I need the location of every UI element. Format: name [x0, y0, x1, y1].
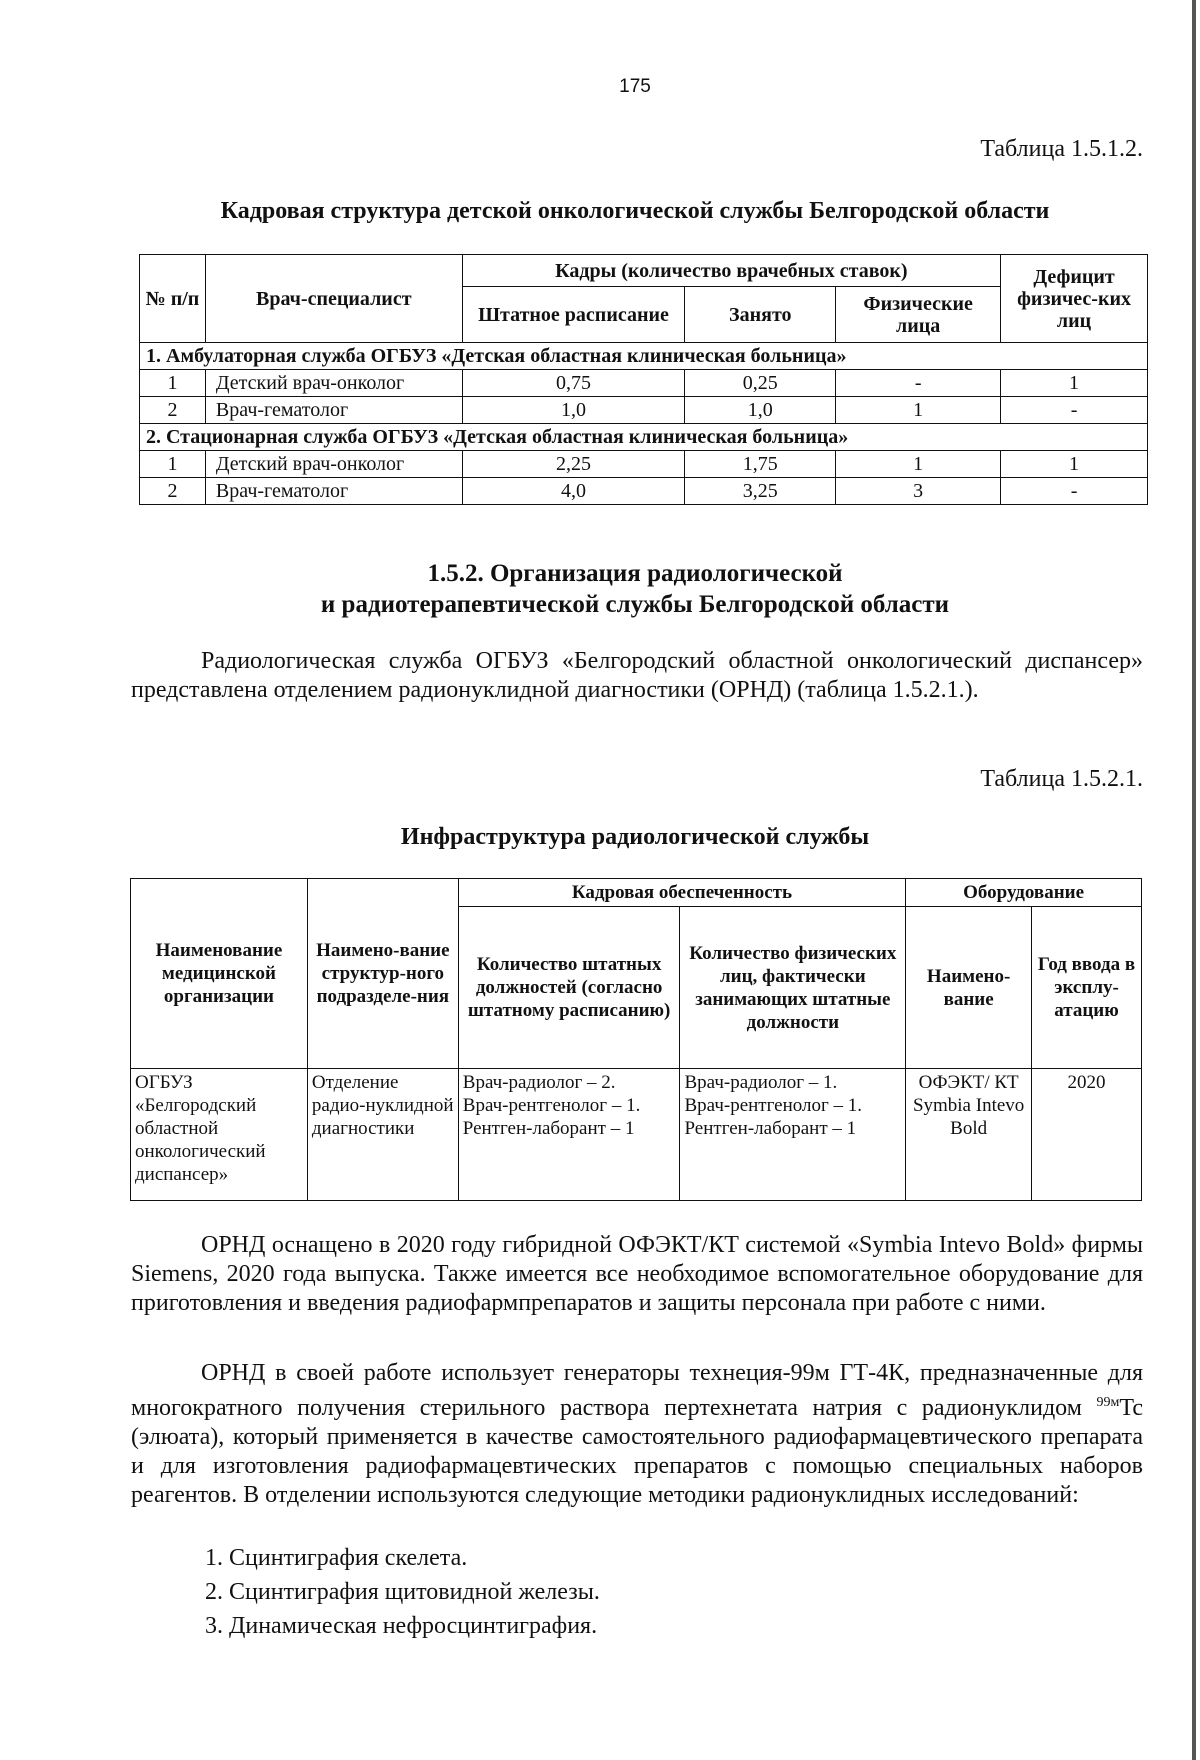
cell-specialist: Врач-гематолог [205, 478, 462, 505]
intro-paragraph: Радиологическая служба ОГБУЗ «Белгородский областной онкологический диспансер» представлена отделением радионуклидной диагностики (ОРНД) (таблица 1.5.2.1.). [131, 648, 1143, 703]
cell-num: 1 [140, 370, 206, 397]
methods-list [205, 1541, 600, 1643]
phys-line: Рентген-лаборант – 1 [684, 1118, 857, 1139]
cell-physical: - [836, 370, 1001, 397]
table2-label: Таблица 1.5.2.1. [980, 766, 1143, 792]
page-number: 175 [619, 76, 651, 97]
header-eq-year: Год ввода в эксплу-атацию [1032, 907, 1142, 1069]
isotope-superscript: 99м [1096, 1395, 1120, 1410]
header-staff-count: Количество штатных должностей (согласно штатному расписанию) [458, 907, 680, 1069]
header-physical: Физические лица [836, 287, 1001, 343]
cell-specialist: Врач-гематолог [205, 397, 462, 424]
header-eq-name: Наимено-вание [906, 907, 1032, 1069]
cell-num: 1 [140, 451, 206, 478]
header-occupied: Занято [685, 287, 836, 343]
table-row [140, 451, 1148, 478]
cell-specialist: Детский врач-онколог [205, 370, 462, 397]
cell-staff: 1,0 [462, 397, 685, 424]
staff-structure-table [139, 254, 1148, 505]
cell-num: 2 [140, 397, 206, 424]
header-equipment: Оборудование [906, 879, 1142, 907]
cell-org: ОГБУЗ «Белгородский областной онкологический диспансер» [131, 1069, 308, 1201]
header-phys-count: Количество физических лиц, фактически занимающих штатные должности [680, 907, 906, 1069]
header-num: № п/п [140, 255, 206, 343]
cell-deficit: - [1001, 397, 1148, 424]
table-row [131, 1069, 1142, 1201]
cell-occupied: 3,25 [685, 478, 836, 505]
list-item: 2. Сцинтиграфия щитовидной железы. [205, 1579, 600, 1605]
cell-occupied: 1,0 [685, 397, 836, 424]
phys-line: Врач-рентгенолог – 1. [684, 1095, 863, 1116]
paragraph-methods-part2: Tc (элюата), который применяется в качестве самостоятельного радиофармацевтического препарата и для изготовления радиофармацевтических препаратов с помощью специальных наборов реагентов. В отделении используются следующие методики радионуклидных исследований: [131, 1395, 1144, 1508]
paragraph-methods [131, 1359, 1143, 1510]
header-deficit: Дефицит физичес-ких лиц [1001, 255, 1148, 343]
cell-unit: Отделение радио-нуклидной диагностики [307, 1069, 458, 1201]
cell-staff: 4,0 [462, 478, 685, 505]
table1-title: Кадровая структура детской онкологической службы Белгородской области [220, 198, 1050, 224]
header-staffing: Кадровая обеспеченность [458, 879, 905, 907]
cell-occupied: 1,75 [685, 451, 836, 478]
header-org: Наименование медицинской организации [131, 879, 308, 1069]
list-item: 3. Динамическая нефросцинтиграфия. [205, 1613, 598, 1639]
cell-deficit: - [1001, 478, 1148, 505]
cell-deficit: 1 [1001, 370, 1148, 397]
section-title: 1. Амбулаторная служба ОГБУЗ «Детская областная клиническая больница» [140, 343, 1148, 370]
cell-staff: 0,75 [462, 370, 685, 397]
cell-occupied: 0,25 [685, 370, 836, 397]
header-specialist: Врач-специалист [205, 255, 462, 343]
cell-physical: 1 [836, 397, 1001, 424]
cell-eq-year: 2020 [1032, 1069, 1142, 1201]
table-row [140, 478, 1148, 505]
header-staff-group: Кадры (количество врачебных ставок) [462, 255, 1000, 287]
cell-deficit: 1 [1001, 451, 1148, 478]
table-row [140, 370, 1148, 397]
phys-line: Врач-радиолог – 1. [684, 1072, 838, 1093]
cell-phys-count [680, 1069, 906, 1201]
table2-title: Инфраструктура радиологической службы [400, 824, 870, 850]
staff-line: Врач-рентгенолог – 1. [462, 1095, 641, 1116]
scan-edge [1192, 0, 1196, 1760]
table1-label: Таблица 1.5.1.2. [980, 136, 1143, 162]
cell-specialist: Детский врач-онколог [205, 451, 462, 478]
cell-physical: 3 [836, 478, 1001, 505]
cell-eq-name: ОФЭКТ/ КТ Symbia Intevo Bold [906, 1069, 1032, 1201]
header-unit: Наимено-вание структур-ного подразделе-ния [307, 879, 458, 1069]
cell-physical: 1 [836, 451, 1001, 478]
list-item: 1. Сцинтиграфия скелета. [205, 1545, 468, 1571]
section-heading-line2: и радиотерапевтической службы Белгородской области [320, 591, 950, 618]
staff-line: Рентген-лаборант – 1 [462, 1118, 635, 1139]
section-heading-line1: 1.5.2. Организация радиологической [427, 560, 843, 587]
paragraph-equipment: ОРНД оснащено в 2020 году гибридной ОФЭКТ/КТ системой «Symbia Intevo Bold» фирмы Siemens, 2020 года выпуска. Также имеется все необходимое вспомогательное оборудование для приготовления и введения радиофармпрепаратов и защиты персонала при работе с ними. [131, 1232, 1143, 1316]
section-title: 2. Стационарная служба ОГБУЗ «Детская областная клиническая больница» [140, 424, 1148, 451]
infrastructure-table [130, 878, 1142, 1201]
paragraph-methods-part1: ОРНД в своей работе использует генераторы технеция-99м ГТ-4К, предназначенные для многократного получения стерильного раствора пертехнетата натрия с радионуклидом [131, 1360, 1143, 1421]
cell-staff-count [458, 1069, 680, 1201]
header-staff: Штатное расписание [462, 287, 685, 343]
staff-line: Врач-радиолог – 2. [462, 1072, 616, 1093]
cell-staff: 2,25 [462, 451, 685, 478]
table-row [140, 397, 1148, 424]
cell-num: 2 [140, 478, 206, 505]
